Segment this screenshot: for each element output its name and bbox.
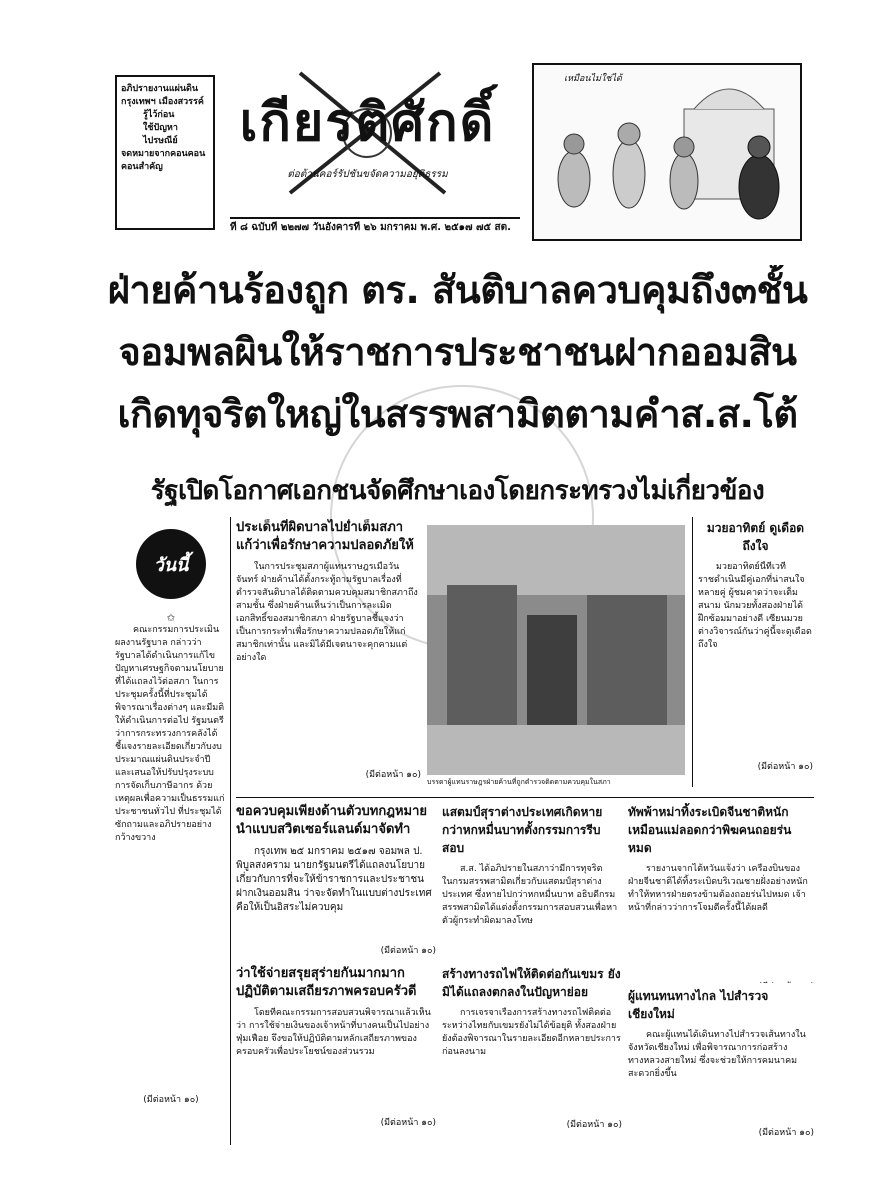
ear-box — [115, 75, 215, 230]
continued-note: (มีต่อหน้า ๑๐) — [143, 1095, 199, 1105]
masthead-subtitle: ต่อต้านคอร์รัปชันขจัดความอยุติธรรม — [287, 169, 448, 180]
article-title: ประเด็นที่ผิดบาลไปย่ำเต็มสภา แก้ว่าเพื่อรักษาความปลอดภัยให้ — [236, 520, 414, 553]
ear-line: คอนสำคัญ — [121, 162, 163, 172]
article-body: โดยที่คณะกรรมการสอบสวนพิจารณาแล้วเห็นว่า การใช้จ่ายเงินของเจ้าหน้าที่บางคนเป็นไปอย่างฟุ่มเฟือย จึงขอให้ปฏิบัติตามหลักเสถียรภาพของครอบครัวเพื่อประโยชน์ของส่วนรวม — [236, 1008, 431, 1057]
continued-note: (มีต่อหน้า ๑๐) — [365, 770, 421, 780]
newspaper-page — [100, 55, 815, 1155]
cartoon-caption: เหมือนไม่ใช่ได้ — [564, 74, 622, 84]
headline-2: จอมพลผินให้ราชการประชาชนฝากออมสิน — [118, 330, 797, 374]
article-savings — [236, 803, 436, 961]
today-body: คณะกรรมการประเมินผลงานรัฐบาล กล่าวว่ารัฐบาลได้ดำเนินการแก้ไขปัญหาเศรษฐกิจตามนโยบายที่ได้แถลงไว้ต่อสภา ในการประชุมครั้งนี้ที่ประชุมได้พิจารณาเรื่องต่างๆ และมีมติให้ดำเนินการต่อไป รัฐมนตรีว่าการกระทรวงการคลังได้ชี้แจงรายละเอียดเกี่ยวกับงบประมาณแผ่นดินประจำปี และเสนอให้ปรับปรุงระบบการจัดเก็บภาษีอากร ด้วยเหตุผลเพื่อความเป็นธรรมแก่ประชาชนทั่วไป ที่ประชุมได้ซักถามและอภิปรายอย่างกว้างขวาง — [115, 625, 225, 843]
today-label: วันนี้ — [153, 554, 189, 576]
article-boxing — [698, 519, 813, 789]
article-body: รายงานจากไต้หวันแจ้งว่า เครื่องบินของฝ่ายจีนชาติได้ทิ้งระเบิดบริเวณชายฝั่งอย่างหนัก ทำให้ทหารฝ่ายตรงข้ามต้องถอยร่นไปหมด เจ้าหน้าที่กล่าวว่าการโจมตีครั้งนี้ได้ผลดี — [628, 864, 808, 913]
article-peking — [628, 987, 814, 1145]
article-body: ในการประชุมสภาผู้แทนราษฎรเมื่อวันจันทร์ ฝ่ายค้านได้ตั้งกระทู้ถามรัฐบาลเรื่องที่ตำรวจสันติบาลได้ติดตามควบคุมสมาชิกสภาถึงสามชั้น ซึ่งฝ่ายค้านเห็นว่าเป็นการละเมิดเอกสิทธิ์ของสมาชิกสภา ฝ่ายรัฐบาลชี้แจงว่าเป็นการกระทำเพื่อรักษาความปลอดภัยให้แก่สมาชิกเท่านั้น และมิได้มีเจตนาจะคุกคามแต่อย่างใด — [236, 562, 418, 663]
ear-line: จดหมายจากคอนคอน — [121, 149, 206, 159]
article-rumor — [236, 965, 436, 1145]
masthead-logo — [230, 63, 505, 213]
section-rule — [236, 797, 814, 798]
headline-1: ฝ่ายค้านร้องถูก ตร. สันติบาลควบคุมถึง๓ชั้น — [107, 268, 808, 312]
today-badge — [136, 529, 206, 599]
article-body: กรุงเทพ ๒๕ มกราคม ๒๕๑๗ จอมพล ป. พิบูลสงคราม นายกรัฐมนตรีได้แถลงนโยบายเกี่ยวกับการที่จะให้ข้าราชการและประชาชนฝากเงินออมสิน ว่าจะจัดทำในแบบต่างประเทศคือให้เป็นอิสระไม่ควบคุม — [236, 846, 432, 913]
today-box — [115, 523, 227, 1143]
continued-note: (มีต่อหน้า ๑๐) — [380, 1118, 436, 1128]
continued-note — [628, 981, 814, 983]
article-title: ขอควบคุมเพียงด้านตัวบทกฎหมาย นำแบบสวิตเซอร์แลนด์มาจัดทำ — [236, 804, 428, 837]
headline-4: รัฐเปิดโอกาศเอกชนจัดศึกษาเองโดยกระทรวงไม่เกี่ยวข้อง — [150, 476, 765, 506]
ear-line: ไปรษณีย์ — [143, 136, 178, 146]
continued-note: (มีต่อหน้า ๑๐) — [380, 946, 436, 956]
article-title: สร้างทางรถไฟให้ติดต่อกันเขมร ยังมิได้แถลงตกลงในปัญหาย่อย — [442, 967, 621, 999]
column-rule — [692, 517, 693, 787]
article-body: การเจรจาเรื่องการสร้างทางรถไฟติดต่อระหว่างไทยกับเขมรยังไม่ได้ข้อยุติ ทั้งสองฝ่ายยังต้องพิจารณาในรายละเอียดอีกหลายประการก่อนลงนาม — [442, 1008, 621, 1057]
star-icon: ✩ — [166, 613, 176, 624]
article-title: แสตมป์สุราต่างประเทศเกิดหาย กว่าหกหมื่นบาทตั้งกรรมการรีบสอบ — [442, 805, 603, 855]
article-road — [442, 965, 622, 1145]
article-title: มวยอาทิตย์ ดูเดือดถึงใจ — [706, 521, 805, 553]
ear-line: ใช้ปัญหา — [143, 123, 178, 133]
article-body: คณะผู้แทนได้เดินทางไปสำรวจเส้นทางในจังหวัดเชียงใหม่ เพื่อพิจารณาการก่อสร้างทางหลวงสายใหม่ ซึ่งจะช่วยให้การคมนาคมสะดวกยิ่งขึ้น — [628, 1030, 806, 1079]
article-title: ทัพพ้าหม่าทิ้งระเบิดจีนชาติหนัก เหมือนแม่ลอดกว่าพิฆคนถอยร่นหมด — [628, 805, 792, 855]
continued-note: (มีต่อหน้า ๑๐) — [758, 1128, 814, 1138]
photo-caption: บรรดาผู้แทนราษฎรฝ่ายค้านที่ถูกตำรวจติดตามควบคุมในสภา — [427, 778, 611, 786]
article-china — [628, 803, 814, 983]
article-body: มวยอาทิตย์นี้ที่เวทีราชดำเนินมีคู่เอกที่น่าสนใจหลายคู่ ผู้ชมคาดว่าจะเต็มสนาม นักมวยทั้งสองฝ่ายได้ฝึกซ้อมมาอย่างดี เซียนมวยต่างวิจารณ์กันว่าคู่นี้จะดุเดือดถึงใจ — [698, 562, 812, 650]
continued-note: (มีต่อหน้า ๑๐) — [566, 1120, 622, 1130]
article-police — [236, 519, 421, 795]
political-cartoon — [534, 69, 800, 239]
cartoon-box — [532, 63, 802, 241]
continued-note: (มีต่อหน้า ๑๐) — [757, 762, 813, 772]
issue-line: ที่ ๘ ฉบับที่ ๒๒๗๗ วันอังคารที่ ๒๖ มกราคม พ.ศ. ๒๕๑๗ ๗๕ สต. — [230, 222, 511, 233]
article-title: ว่าใช้จ่ายสรุยสุร่ายกันมากมาก ปฏิบัติตามเสถียรภาพครอบครัวดี — [236, 966, 417, 999]
news-photo — [427, 525, 685, 775]
column-rule — [230, 517, 231, 1145]
masthead-title: เกียรติศักดิ์ — [239, 92, 496, 153]
ear-line: อภิปรายงานแผ่นดิน — [121, 84, 199, 94]
headline-3: เกิดทุจริตใหญ่ในสรรพสามิตตามคำส.ส.โต้ — [117, 392, 798, 436]
article-title: ผู้แทนทนทางไกล ไปสำรวจเชียงใหม่ — [628, 989, 769, 1021]
masthead-rule — [230, 217, 520, 219]
article-excise — [442, 803, 622, 961]
article-body: ส.ส. ได้อภิปรายในสภาว่ามีการทุจริตในกรมสรรพสามิตเกี่ยวกับแสตมป์สุราต่างประเทศ ซึ่งหายไปกว่าหกหมื่นบาท อธิบดีกรมสรรพสามิตได้แต่งตั้งกรรมการสอบสวนเพื่อหาตัวผู้กระทำผิดมาลงโทษ — [442, 864, 618, 926]
ear-line: กรุงเทพฯ เมืองสวรรค์ — [121, 97, 204, 107]
ear-line: รู้ไว้ก่อน — [143, 110, 175, 120]
